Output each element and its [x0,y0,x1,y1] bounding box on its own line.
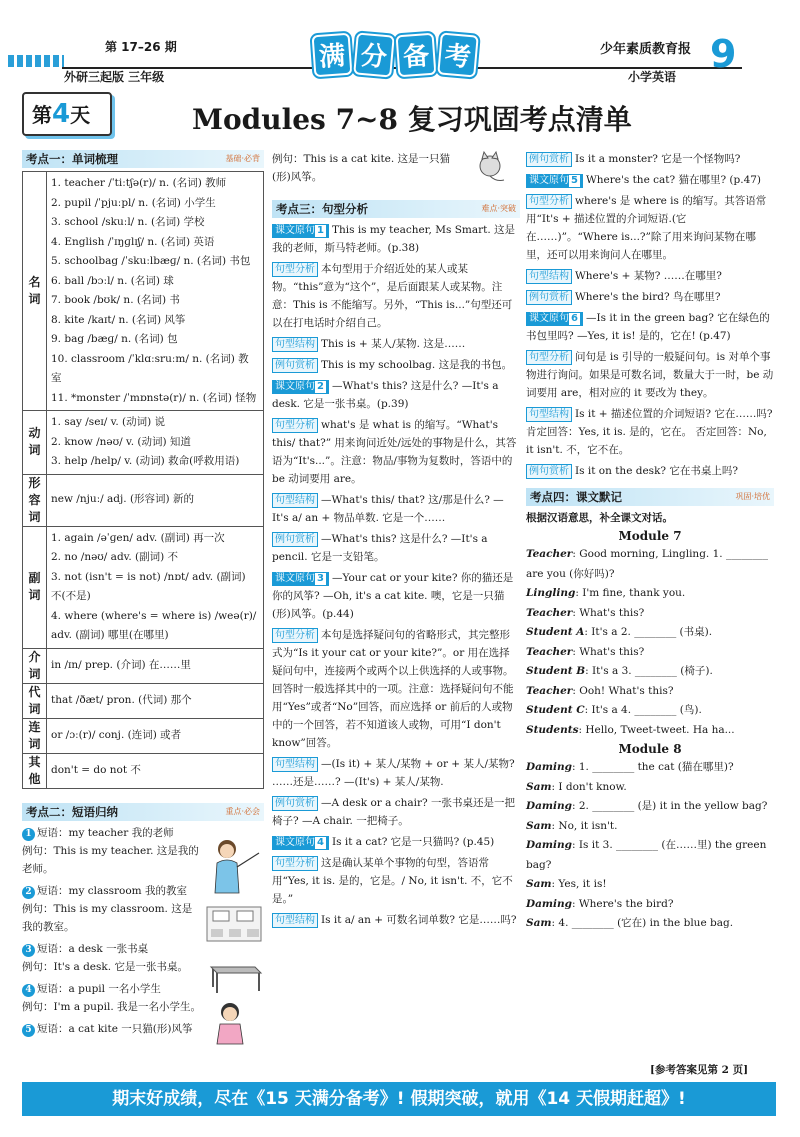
vocab-item: 2. know /nəʊ/ v. (动词) 知道 [51,435,191,448]
page-title: Modules 7~8 复习巩固考点清单 [192,103,632,136]
sentence-number: 1 [317,225,324,236]
vocab-items [47,172,264,411]
speaker: Teacher [526,684,573,697]
vocab-items [47,411,264,475]
vocab-item: new /njuː/ adj. (形容词) 新的 [51,493,194,506]
analysis-label: 例句赏析 [272,532,318,547]
speaker: Teacher [526,606,573,619]
dialogue-line [526,604,774,624]
phrase-item [22,980,202,1016]
colon: : [572,548,580,560]
dialogue-text: What's this? [579,645,645,658]
speaker: Student C [526,704,585,716]
block-text: —What's this? 这是什么? —It's a pencil. 它是一支铅笔。 [272,533,488,563]
block-text: Is it + 描述位置的介词短语? 它在……吗? 肯定回答：Yes, it is. 是的，它在。 否定回答：No, it isn't. 不，它不在。 [526,408,773,456]
classroom-illustration [205,905,263,943]
dialogue-line [526,701,774,721]
vocab-item: 2. no /nəʊ/ adv. (副词) 不 [51,551,179,563]
vocab-row [23,172,264,411]
analysis-block [526,192,774,264]
vocab-item: 1. teacher /ˈtiːtʃə(r)/ n. (名词) 教师 [51,177,227,189]
module-heading: Module 7 [618,529,682,543]
example-sentence: 例句：This is a cat kite. 这是一只猫(形)风筝。 [272,153,451,183]
section-tag: 重点·必会 [225,806,260,816]
dialogue-line [526,643,774,663]
speaker: Daming [526,800,572,812]
brand-char: 分 [353,32,395,77]
phrase-item [22,882,202,936]
block-text: 问句是 is 引导的一般疑问句。is 对单个事物进行询问。如果是可数名词，数量大于一时，be 动词要用 are，相对应的 it 要改为 they。 [526,351,774,399]
sentence-number: 6 [571,313,578,324]
vocab-item: 2. pupil /ˈpjuːpl/ n. (名词) 小学生 [51,196,216,209]
analysis-block [526,309,774,345]
speaker: Students [526,723,579,736]
phrase-item [22,940,202,976]
speaker: Daming [526,839,572,851]
analysis-block [272,377,520,413]
dialogue-line [526,721,774,741]
phrase-text: 短语：my classroom 我的教室 [37,884,187,897]
analysis-label: 句型结构 [526,407,572,422]
newspaper-name: 少年素质教育报 [600,42,692,57]
vocab-category: 形 容 词 [23,474,47,526]
vocab-category: 介 词 [23,648,47,683]
dialogue-text: No, it isn't. [558,819,618,832]
block-text: where's 是 where is 的缩写。其答语常用“It's + 描述位置的介词短语.(它在……)”。“Where is...?”除了用来询问某物在哪里，还可以用来询问人在哪里。 [526,195,767,261]
sentence-number: 3 [317,573,324,584]
analysis-label: 例句赏析 [526,152,572,167]
phrase-example: 例句：This is my classroom. 这是我的教室。 [22,902,193,933]
original-sentence-label: 课文原句 5 [526,174,583,188]
brand-char: 备 [396,33,437,78]
section-title-text: 考点四：课文默记 [530,490,622,504]
vocab-item: 4. English /ˈɪŋɡlɪʃ/ n. (名词) 英语 [51,235,215,248]
sentence-analysis-list-cont [526,150,774,480]
speaker: Daming [526,761,572,773]
speaker: Student A [526,626,585,638]
analysis-label: 句型分析 [272,856,318,871]
speaker: Daming [526,897,572,910]
section-tag: 巩固·培优 [735,492,770,501]
block-text: This is my teacher, Ms Smart. 这是我的老师，斯马特老师。(p.38) [272,224,516,254]
header-stripes [8,55,64,67]
block-text: This is + 某人/某物. 这是…… [321,338,466,350]
analysis-block [272,794,520,830]
dialogue-text: It's a 4. ________ (鸟). [591,704,702,716]
phrase-number-icon: 5 [22,1024,35,1037]
speaker: Sam [526,917,552,929]
vocab-item: in /ɪn/ prep. (介词) 在……里 [51,658,191,671]
analysis-label: 句型分析 [526,350,572,365]
phrase-example: 例句：This is my teacher. 这是我的老师。 [22,844,199,875]
vocab-item: 3. school /skuːl/ n. (名词) 学校 [51,216,205,228]
dialogue-module-8 [526,758,774,934]
sentence-number: 5 [571,175,578,186]
analysis-label: 句型结构 [272,493,318,508]
dialogue-line [526,778,774,798]
sentence-number: 2 [317,381,324,392]
analysis-label: 例句赏析 [526,464,572,479]
block-text: —What's this/ that? 这/那是什么? —It's a/ an + 物品单数. 它是一个…… [272,494,504,524]
phrase-number-icon: 2 [22,886,35,899]
analysis-block [272,416,520,488]
dialogue-text: 1. ________ the cat (猫在哪里)? [578,761,734,773]
original-sentence-label: 课文原句 2 [272,380,329,394]
day-badge [22,92,112,136]
edition-label: 外研三起版 三年级 [64,70,165,84]
speaker: Sam [526,878,552,890]
dialogue-line [526,623,774,643]
cat-kite-illustration [470,150,514,186]
block-text: This is my schoolbag. 这是我的书包。 [321,359,513,371]
vocab-row [23,718,264,753]
block-text: Is it a cat? 它是一只猫吗? (p.45) [331,836,495,848]
dialogue-text: Ooh! What's this? [579,684,674,697]
colon: : [571,839,579,851]
vocab-item: 11. *monster /ˈmɒnstə(r)/ n. (名词) 怪物 [51,391,257,404]
instruction: 根据汉语意思，补全课文对话。 [526,512,673,524]
section-title-sentences [272,200,520,218]
section-title-text: 考点二：短语归纳 [26,804,118,819]
analysis-block [272,833,520,851]
speaker: Lingling [526,587,576,599]
dialogue-line [526,875,774,895]
vocab-category: 代 词 [23,683,47,718]
speaker: Sam [526,819,552,832]
analysis-label: 例句赏析 [526,290,572,305]
original-sentence-label: 课文原句 6 [526,312,583,326]
vocab-item: 5. schoolbag /ˈskuːlbæɡ/ n. (名词) 书包 [51,255,251,267]
analysis-block [272,626,520,752]
vocab-row [23,648,264,683]
subject-label: 小学英语 [628,70,677,84]
phrase-text: 短语：a desk 一张书桌 [37,942,149,955]
vocab-table [22,171,264,789]
phrase-number-icon: 4 [22,984,35,997]
analysis-label: 句型分析 [272,418,318,433]
vocab-item: 9. bag /bæɡ/ n. (名词) 包 [51,333,178,345]
block-text: Is it on the desk? 它在书桌上吗? [575,465,739,477]
day-suffix: 天 [70,103,91,127]
page-number: 9 [710,32,737,76]
dialogue-text: Good morning, Lingling. 1. ________ are you (你好吗)? [526,548,768,580]
vocab-items [47,526,264,648]
brand-char: 考 [437,32,479,77]
dialogue-text: I don't know. [558,780,627,793]
colon: : [578,723,586,736]
phrase-item [22,1020,202,1038]
dialogue-line [526,836,774,875]
section-title-text: 考点三：句型分析 [276,202,368,216]
section-title-vocab [22,150,264,168]
vocab-item: 7. book /bʊk/ n. (名词) 书 [51,294,180,306]
colon: : [551,917,559,929]
vocab-category: 副 词 [23,526,47,648]
analysis-block [526,348,774,402]
block-text: 本句型用于介绍近处的某人或某物。“this”意为“这个”，是后面跟某人或某物。注意：This is 不能缩写。另外，“This is...”句型还可以在打电话时介绍自己。 [272,263,513,329]
vocab-item: 1. say /seɪ/ v. (动词) 说 [51,416,166,428]
block-text: Where's the cat? 猫在哪里? (p.47) [585,174,762,186]
brand-char: 满 [312,33,353,78]
analysis-block [272,569,520,623]
vocab-items [47,474,264,526]
block-text: 本句是选择疑问句的省略形式，其完整形式为“Is it your cat or your kite?”。or 用在选择疑问句中，连接两个或两个以上供选择的人或事物。回答时一般选择其中的一项。注意：选择疑问句不能用“Yes”或者“No”回答，而应选择 or 前后的人或物中的一个回答，若不知道该人或物，可用“I don't know”回答。 [272,629,514,749]
dialogue-text: It's a 2. ________ (书桌). [591,626,713,638]
section-title-text: 考点一：单词梳理 [26,152,118,166]
section-tag: 难点·突破 [481,204,516,213]
block-text: Where's + 某物? ……在哪里? [575,270,722,282]
vocab-items [47,753,264,788]
vocab-category: 其 他 [23,753,47,788]
dialogue-text: What's this? [579,606,645,619]
dialogue-line [526,797,774,817]
sentence-number: 4 [317,837,324,848]
phrase-text: 短语：my teacher 我的老师 [37,826,174,839]
vocab-row [23,411,264,475]
analysis-label: 例句赏析 [272,796,318,811]
speaker: Student B [526,665,586,677]
analysis-label: 句型分析 [272,262,318,277]
analysis-block [526,462,774,480]
analysis-block [526,171,774,189]
answer-reference: [参考答案见第 2 页] [650,1064,749,1076]
vocab-item: or /ɔː(r)/ conj. (连词) 或者 [51,728,182,741]
analysis-block [272,911,520,929]
block-text: —Is it in the green bag? 它在绿色的书包里吗? —Yes, it is! 是的，它在! (p.47) [526,312,770,342]
analysis-label: 句型分析 [272,628,318,643]
analysis-block [272,260,520,332]
vocab-item: 10. classroom /ˈklɑːsruːm/ n. (名词) 教室 [51,352,249,384]
phrase-number-icon: 3 [22,944,35,957]
phrase-number-icon: 1 [22,828,35,841]
original-sentence-label: 课文原句 1 [272,224,329,238]
block-text: Is it a monster? 它是一个怪物吗? [575,153,741,165]
dialogue-text: 4. ________ (它在) in the blue bag. [558,917,734,929]
section-title-phrases [22,803,264,821]
colon: : [551,878,559,890]
column-right [526,150,774,934]
analysis-block [272,755,520,791]
dialogue-text: I'm fine, thank you. [582,587,686,599]
dialogue-line [526,584,774,604]
block-text: —(Is it) + 某人/某物 + or + 某人/某物? ……还是……? —(It's) + 某人/某物. [272,758,515,788]
analysis-block [272,335,520,353]
vocab-category: 动 词 [23,411,47,475]
phrase-text: 短语：a cat kite 一只猫(形)风筝 [37,1022,193,1035]
module-heading: Module 8 [618,742,682,756]
section-title-recite [526,488,774,506]
block-text: —A desk or a chair? 一张书桌还是一把椅子? —A chair. 一把椅子。 [272,797,515,827]
vocab-item: 8. kite /kaɪt/ n. (名词) 风筝 [51,313,186,326]
dialogue-line [526,895,774,915]
colon: : [551,780,559,793]
vocab-item: 6. ball /bɔːl/ n. (名词) 球 [51,274,174,287]
analysis-label: 句型结构 [272,757,318,772]
teacher-illustration [205,835,263,900]
issue-number: 第 17–26 期 [105,40,177,54]
vocab-row [23,683,264,718]
vocab-item: 4. where (where's = where is) /weə(r)/ adv. (副词) 哪里(在哪里) [51,609,257,641]
vocab-items [47,683,264,718]
analysis-label: 例句赏析 [272,358,318,373]
vocab-row [23,474,264,526]
analysis-block [272,221,520,257]
block-text: what's 是 what is 的缩写。“What's this/ that?” 用来询问近处/远处的事物是什么，其答语为“It's...”。注意：物品/事物为复数时，答语中的 be 动词要用 are。 [272,419,517,485]
desk-illustration [205,955,263,995]
dialogue-line [526,817,774,837]
dialogue-text: Where's the bird? [578,897,674,910]
block-text: Is it a/ an + 可数名词单数? 它是……吗? [321,914,517,926]
phrase-text: 短语：a pupil 一名小学生 [37,982,161,995]
column-middle [272,150,520,932]
dialogue-text: Hello, Tweet-tweet. Ha ha... [585,723,735,736]
dialogue-text: Yes, it is! [558,878,607,890]
analysis-label: 句型结构 [272,337,318,352]
speaker: Teacher [526,548,573,560]
vocab-items [47,718,264,753]
colon: : [575,587,583,599]
analysis-label: 句型结构 [526,269,572,284]
analysis-block [526,405,774,459]
colon: : [572,606,580,619]
promo-banner: 期末好成绩，尽在《15 天满分备考》! 假期突破，就用《14 天假期赶超》! [22,1082,776,1116]
colon: : [584,626,592,638]
phrase-item [22,824,202,878]
original-sentence-label: 课文原句 4 [272,836,329,850]
colon: : [572,684,580,697]
phrase-example: 例句：I'm a pupil. 我是一名小学生。 [22,1000,202,1013]
header [0,0,800,92]
analysis-block [272,530,520,566]
dialogue-text: 2. ________ (是) it in the yellow bag? [578,800,768,812]
analysis-block [272,356,520,374]
analysis-label: 句型结构 [272,913,318,928]
vocab-category: 连 词 [23,718,47,753]
vocab-item: don't = do not 不 [51,763,141,776]
section-tag: 基础·必背 [225,154,260,163]
colon: : [551,819,559,832]
vocab-row [23,753,264,788]
day-number: 4 [52,99,71,129]
original-sentence-label: 课文原句 3 [272,572,329,586]
dialogue-line [526,662,774,682]
dialogue-line [526,758,774,778]
vocab-item: 3. help /help/ v. (动词) 救命(呼救用语) [51,455,240,467]
vocab-item: 3. not (isn't = is not) /nɒt/ adv. (副词) 不(不是) [51,570,246,602]
dialogue-text: Is it 3. ________ (在……里) the green bag? [526,839,767,871]
dialogue-module-7 [526,545,774,740]
phrase-list [22,824,202,1038]
pupil-illustration [205,1000,255,1050]
vocab-category: 名 词 [23,172,47,411]
colon: : [571,800,579,812]
dialogue-line [526,545,774,584]
brand-logo [310,34,480,84]
analysis-block [272,491,520,527]
colon: : [571,897,579,910]
day-prefix: 第 [32,103,52,127]
block-text: —What's this? 这是什么? —It's a desk. 它是一张书桌。(p.39) [272,380,499,410]
vocab-item: that /ðæt/ pron. (代词) 那个 [51,693,192,706]
vocab-item: 1. again /əˈɡen/ adv. (副词) 再一次 [51,531,225,544]
analysis-block [526,288,774,306]
analysis-block [526,267,774,285]
block-text: Where's the bird? 鸟在哪里? [575,291,721,303]
phrase-example: 例句：It's a desk. 它是一张书桌。 [22,960,188,973]
speaker: Teacher [526,645,573,658]
speaker: Sam [526,780,552,793]
block-text: —Your cat or your kite? 你的猫还是你的风筝? —Oh, it's a cat kite. 噢，它是一只猫(形)风筝。(p.44) [272,572,514,620]
colon: : [572,645,580,658]
analysis-block [526,150,774,168]
dialogue-text: It's a 3. ________ (椅子). [592,665,713,677]
colon: : [571,761,579,773]
colon: : [585,665,592,677]
dialogue-line [526,682,774,702]
vocab-items [47,648,264,683]
sentence-analysis-list [272,221,520,929]
analysis-block [272,854,520,908]
block-text: 这是确认某单个事物的句型，答语常用“Yes, it is. 是的，它是。/ No, it isn't. 不，它不是。” [272,857,513,905]
colon: : [584,704,592,716]
vocab-row [23,526,264,648]
analysis-label: 句型分析 [526,194,572,209]
dialogue-line [526,914,774,934]
